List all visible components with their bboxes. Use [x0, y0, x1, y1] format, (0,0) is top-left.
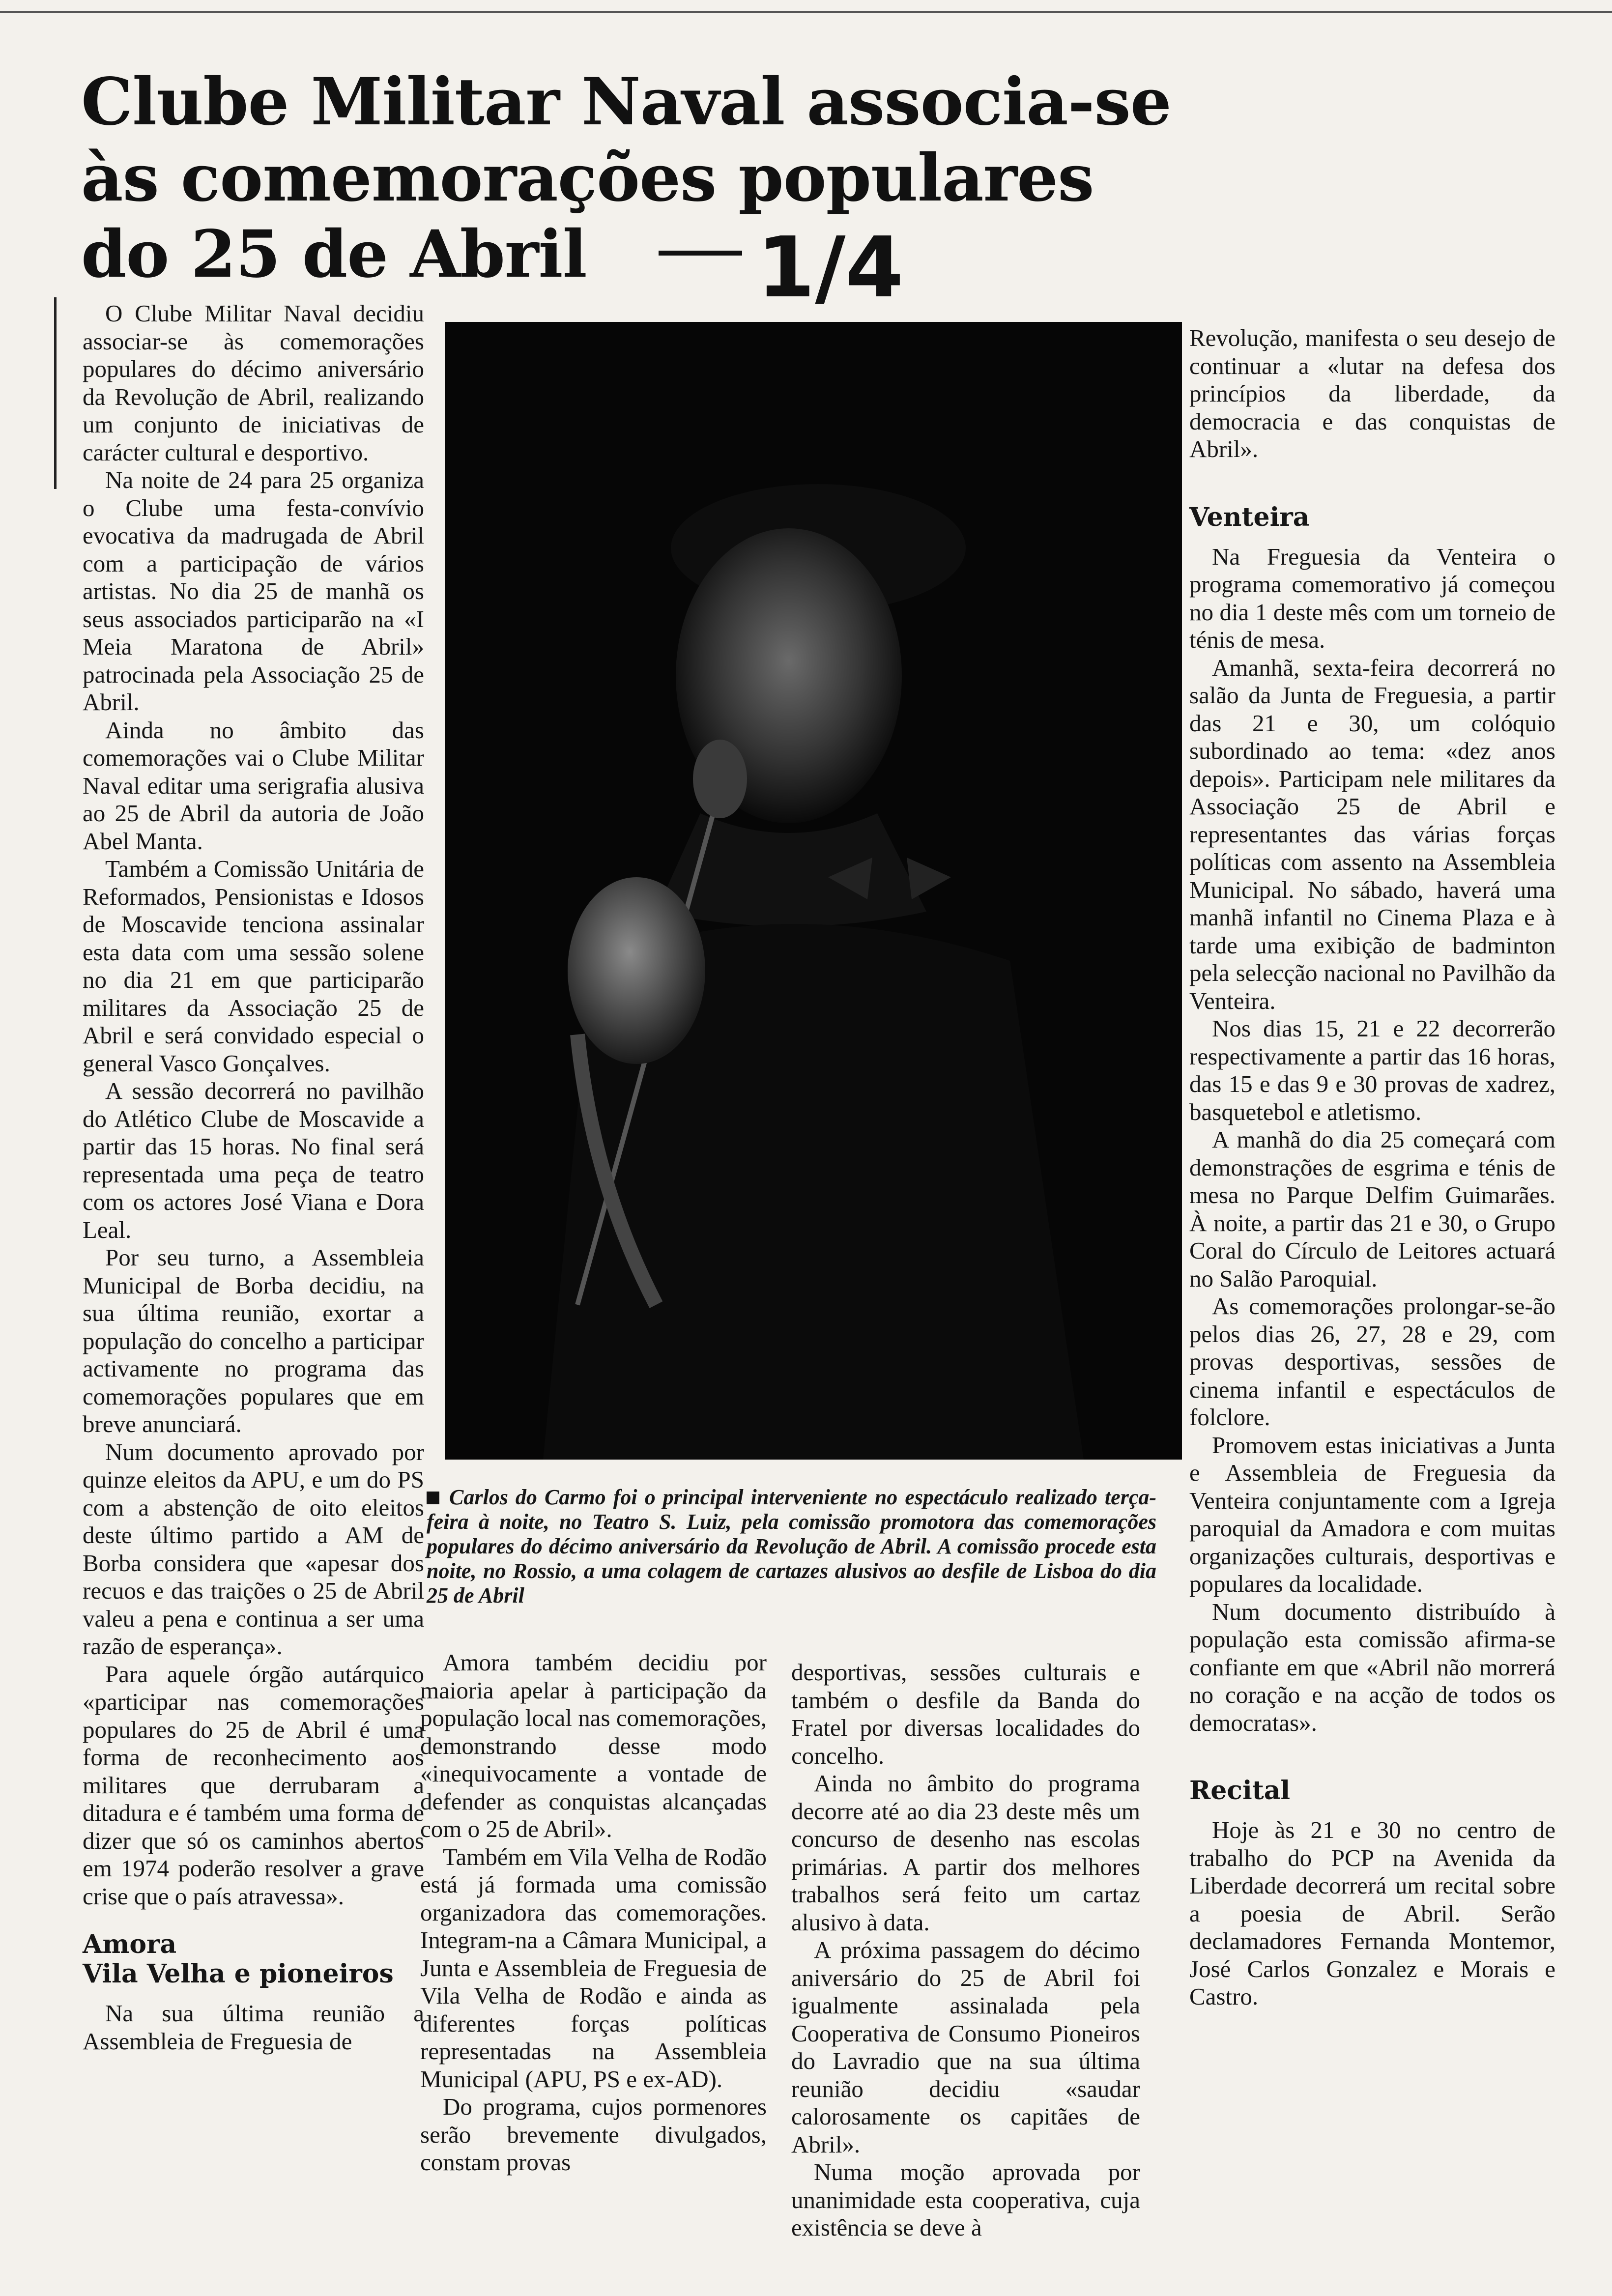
section-gap	[1189, 463, 1555, 503]
paragraph: A próxima passagem do décimo aniversário do 25 de Abril foi igualmente assinalada pela Cooperativa de Consumo Pioneiros do Lavradio que na sua última reunião decidiu «saudar calorosamente os capitães de Abril».	[791, 1936, 1140, 2158]
article-column-2	[420, 1649, 767, 2177]
article-column-1	[83, 300, 424, 2055]
paragraph: Também em Vila Velha de Rodão está já formada uma comissão organizadora das comemorações. Integram-na a Câmara Municipal, a Junta e Assembleia de Freguesia de Vila Velha de Rodão e ainda as diferentes forças políticas representadas na Assembleia Municipal (APU, PS e ex-AD).	[420, 1843, 767, 2093]
photo-caption	[427, 1485, 1156, 1608]
paragraph: Amora também decidiu por maioria apelar à participação da população local nas comemorações, demonstrando desse modo «inequivocamente a vontade de defender as conquistas alcançadas com o 25 de Abril».	[420, 1649, 767, 1842]
paragraph: Ainda no âmbito do programa decorre até ao dia 23 deste mês um concurso de desenho nas escolas primárias. A partir dos melhores trabalhos será feito um cartaz alusivo à data.	[791, 1770, 1140, 1936]
paragraph: Amanhã, sexta-feira decorrerá no salão da Junta de Freguesia, a partir das 21 e 30, um colóquio subordinado ao tema: «dez anos depois». Participam nele militares da Associação 25 de Abril e representantes das várias forças políticas com assento na Assembleia Municipal. No sábado, haverá uma manhã infantil no Cinema Plaza e à tarde uma exibição de badminton pela selecção nacional no Pavilhão da Venteira.	[1189, 654, 1555, 1014]
paragraph: Nos dias 15, 21 e 22 decorrerão respectivamente a partir das 16 horas, das 15 e das 9 e 30 provas de xadrez, basquetebol e atletismo.	[1189, 1015, 1555, 1125]
paragraph: Num documento aprovado por quinze eleitos da APU, e um do PS com a abstenção de oito eleitos deste último partido a AM de Borba considera que «apesar dos recuos e das traições o 25 de Abril valeu a pena e continua a ser uma razão de esperança».	[83, 1438, 424, 1660]
paragraph: Revolução, manifesta o seu desejo de continuar a «lutar na defesa dos princípios da liberdade, da democracia e das conquistas de Abril».	[1189, 324, 1555, 462]
subheading-amora: Amora	[83, 1929, 177, 1959]
subheading-recital: Recital	[1189, 1776, 1291, 1806]
portrait-photo-illustration	[445, 322, 1182, 1460]
paragraph: Hoje às 21 e 30 no centro de trabalho do PCP na Avenida da Liberdade decorrerá um recital sobre a poesia de Abril. Serão declamadores Fernanda Montemor, José Carlos Gonzalez e Morais e Castro.	[1189, 1816, 1555, 2010]
photo-caption-text: Carlos do Carmo foi o principal interveniente no espectáculo realizado terça-feira à noite, no Teatro S. Luiz, pela comissão promotora das comemorações populares do décimo aniversário da Revolução de Abril. A comissão procede esta noite, no Rossio, a uma colagem de cartazes alusivos ao desfile de Lisboa do dia 25 de Abril	[427, 1485, 1156, 1607]
paragraph: Ainda no âmbito das comemorações vai o Clube Militar Naval editar uma serigrafia alusiva ao 25 de Abril da autoria de João Abel Manta.	[83, 716, 424, 855]
headline-line-1: Clube Militar Naval associa-se	[81, 64, 1171, 140]
margin-mark	[54, 297, 57, 489]
paragraph: Numa moção aprovada por unanimidade esta cooperativa, cuja existência se deve à	[791, 2158, 1140, 2241]
paragraph: A manhã do dia 25 começará com demonstrações de esgrima e ténis de mesa no Parque Delfim Guimarães. À noite, a partir das 21 e 30, o Grupo Coral do Círculo de Leitores actuará no Salão Paroquial.	[1189, 1126, 1555, 1292]
portrait-photo	[445, 322, 1182, 1460]
headline-line-2: às comemorações populares	[81, 140, 1094, 216]
handwritten-dash	[659, 251, 742, 256]
paragraph: As comemorações prolongar-se-ão pelos dias 26, 27, 28 e 29, com provas desportivas, sessões de cinema infantil e espectáculos de folclore.	[1189, 1292, 1555, 1431]
paragraph: Também a Comissão Unitária de Reformados, Pensionistas e Idosos de Moscavide tenciona assinalar esta data com uma sessão solene no dia 21 em que participarão militares da Associação 25 de Abril e será convidado especial o general Vasco Gonçalves.	[83, 855, 424, 1077]
paragraph: Promovem estas iniciativas a Junta e Assembleia de Freguesia da Venteira conjuntamente com a Igreja paroquial da Amadora e com muitas organizações culturais, desportivas e populares da localidade.	[1189, 1431, 1555, 1597]
paragraph: Na Freguesia da Venteira o programa comemorativo já começou no dia 1 deste mês com um torneio de ténis de mesa.	[1189, 543, 1555, 653]
subheading-vila-velha: Vila Velha e pioneiros	[83, 1959, 394, 1989]
paragraph: Num documento distribuído à população esta comissão afirma-se confiante em que «Abril não morrerá no coração e na acção de todos os democratas».	[1189, 1598, 1555, 1736]
headline-line-3: do 25 de Abril	[81, 216, 587, 292]
paragraph: A sessão decorrerá no pavilhão do Atlético Clube de Moscavide a partir das 15 horas. No final será representada uma peça de teatro com os actores José Viana e Dora Leal.	[83, 1077, 424, 1243]
handwritten-mark	[659, 211, 904, 324]
top-rule	[0, 11, 1612, 13]
section-gap	[1189, 1737, 1555, 1776]
headline	[81, 64, 1171, 292]
paragraph: Na sua última reunião a Assembleia de Freguesia de	[83, 2000, 424, 2055]
caption-bullet-icon	[427, 1492, 439, 1504]
paragraph: Por seu turno, a Assembleia Municipal de Borba decidiu, na sua última reunião, exortar a população do concelho a participar activamente no programa das comemorações populares que em breve anunciará.	[83, 1244, 424, 1437]
paragraph: O Clube Militar Naval decidiu associar-se às comemorações populares do décimo aniversário da Revolução de Abril, realizando um conjunto de iniciativas de carácter cultural e desportivo.	[83, 300, 424, 466]
paragraph: Do programa, cujos pormenores serão brevemente divulgados, constam provas	[420, 2093, 767, 2176]
paragraph: desportivas, sessões culturais e também o desfile da Banda do Fratel por diversas localidades do concelho.	[791, 1659, 1140, 1769]
article-column-3	[791, 1659, 1140, 2242]
paragraph: Para aquele órgão autárquico «participar nas comemorações populares do 25 de Abril é uma forma de reconhecimento aos militares que derrubaram a ditadura e é também uma forma de dizer que só os caminhos abertos em 1974 poderão resolver a grave crise que o país atravessa».	[83, 1660, 424, 1910]
handwritten-mark-text: 1/4	[757, 219, 904, 316]
article-column-4	[1189, 324, 1555, 2011]
subheading-venteira: Venteira	[1189, 502, 1310, 532]
paragraph: Na noite de 24 para 25 organiza o Clube uma festa-convívio evocativa da madrugada de Abril com a participação de vários artistas. No dia 25 de manhã os seus associados participarão na «I Meia Maratona de Abril» patrocinada pela Associação 25 de Abril.	[83, 466, 424, 716]
